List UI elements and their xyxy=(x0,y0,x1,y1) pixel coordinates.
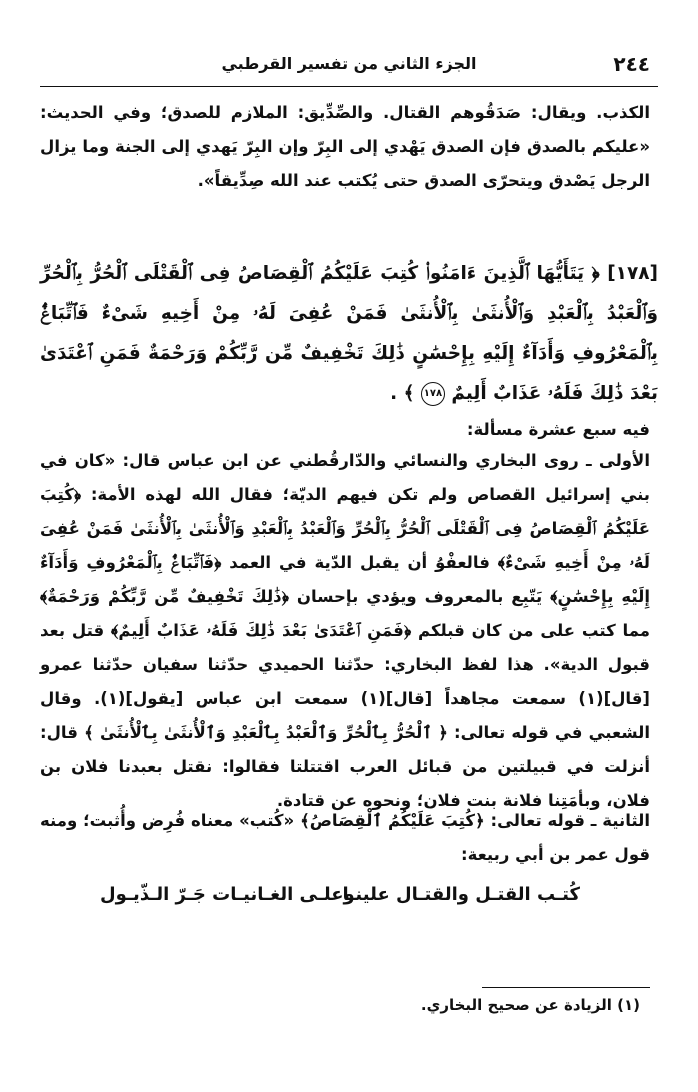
poem-verse xyxy=(40,884,650,924)
page-number: ٢٤٤ xyxy=(613,52,650,76)
verse-text: ﴿ يَتَأَيُّهَا ٱلَّذِينَ ءَامَنُوا۟ كُتِبَ عَلَيْكُمُ ٱلْقِصَاصُ فِى ٱلْقَتْلَى ٱلْحُرُّ بِٱلْحُرِّ وَٱلْعَبْدُ بِٱلْعَبْدِ وَٱلْأُنثَىٰ بِٱلْأُنثَىٰ فَمَنْ عُفِىَ لَهُۥ مِنْ أَخِيهِ شَىْءٌ فَٱتِّبَاعٌۢ بِٱلْمَعْرُوفِ وَأَدَآءٌ إِلَيْهِ بِإِحْسَٰنٍ ذَٰلِكَ تَخْفِيفٌ مِّن رَّبِّكُمْ وَرَحْمَةٌ فَمَنِ ٱعْتَدَىٰ بَعْدَ ذَٰلِكَ فَلَهُۥ عَذَابٌ أَلِيمٌ xyxy=(40,263,658,404)
paragraph-second-issue: الثانية ـ قوله تعالى: ﴿كُتِبَ عَلَيْكُمُ ٱلْقِصَاصُ﴾ «كُتب» معناه فُرِض وأُثبت؛ ومنه قول عمر بن أبي ربيعة: xyxy=(40,811,650,864)
page-header xyxy=(40,52,658,82)
verse-closing: ﴾ . xyxy=(390,383,415,404)
footnote-rule xyxy=(482,987,650,988)
ayah-end-marker: ١٧٨ xyxy=(421,382,445,406)
verse-number: [١٧٨] xyxy=(607,263,658,284)
running-title: الجزء الثاني من تفسير القرطبي xyxy=(221,54,477,73)
footnote: (١) الزيادة عن صحيح البخاري. xyxy=(420,996,640,1014)
poem-second-hemistich: وعلـى الغـانيـات جَـرّ الـذّيـول xyxy=(100,884,355,905)
issues-intro-line: فيه سبع عشرة مسألة: xyxy=(466,420,650,439)
poem-first-hemistich: كُتـب القتـل والقتـال علينـا xyxy=(342,884,580,905)
header-rule xyxy=(40,86,658,87)
paragraph-first-issue: الأولى ـ روى البخاري والنسائي والدّارقُطني عن ابن عباس قال: «كان في بني إسرائيل القصاص ولم تكن فيهم الديّة؛ فقال الله لهذه الأمة: ﴿كُتِبَ عَلَيْكُمُ ٱلْقِصَاصُ فِى ٱلْقَتْلَى ٱلْحُرُّ بِٱلْحُرِّ وَٱلْعَبْدُ بِٱلْعَبْدِ وَٱلْأُنثَىٰ بِٱلْأُنثَىٰ فَمَنْ عُفِىَ لَهُۥ مِنْ أَخِيهِ شَىْءٌ﴾ فالعفْوُ أن يقبل الدّية في العمد ﴿فَٱتِّبَاعٌۢ بِٱلْمَعْرُوفِ وَأَدَآءٌ إِلَيْهِ بِإِحْسَٰنٍ﴾ يَتّبِع بالمعروف ويؤدي بإحسان ﴿ذَٰلِكَ تَخْفِيفٌ مِّن رَّبِّكُمْ وَرَحْمَةٌ﴾ مما كتب على من كان قبلكم ﴿فَمَنِ ٱعْتَدَىٰ بَعْدَ ذَٰلِكَ فَلَهُۥ عَذَابٌ أَلِيمٌ﴾ قتل بعد قبول الدية». هذا لفظ البخاري: حدّثنا الحميدي حدّثنا سفيان حدّثنا عمرو [قال](١) سمعت مجاهداً [قال](١) سمعت ابن عباس [يقول](١). وقال الشعبي في قوله تعالى: ﴿ ٱلْحُرُّ بِٱلْحُرِّ وَٱلْعَبْدُ بِٱلْعَبْدِ وَٱلْأُنثَىٰ بِٱلْأُنثَىٰ ﴾ قال: أنزلت في قبيلتين من قبائل العرب اقتتلتا فقالوا: نقتل بعبدنا فلان بن فلان، وبأمَتِنا فلانة بنت فلان؛ ونحوه عن قتادة. xyxy=(40,451,650,810)
paragraph-hadith-truthfulness: الكذب. ويقال: صَدَقُوهم القتال. والصِّدِّيق: الملازم للصدق؛ وفي الحديث: «عليكم بالصدق فإن الصدق يَهْدي إلى البِرّ وإن البِرّ يَهدي إلى الجنة وما يزال الرجل يَصْدق ويتحرّى الصدق حتى يُكتب عند الله صِدِّيقاً». xyxy=(40,103,650,190)
quran-verse-block xyxy=(40,254,658,414)
